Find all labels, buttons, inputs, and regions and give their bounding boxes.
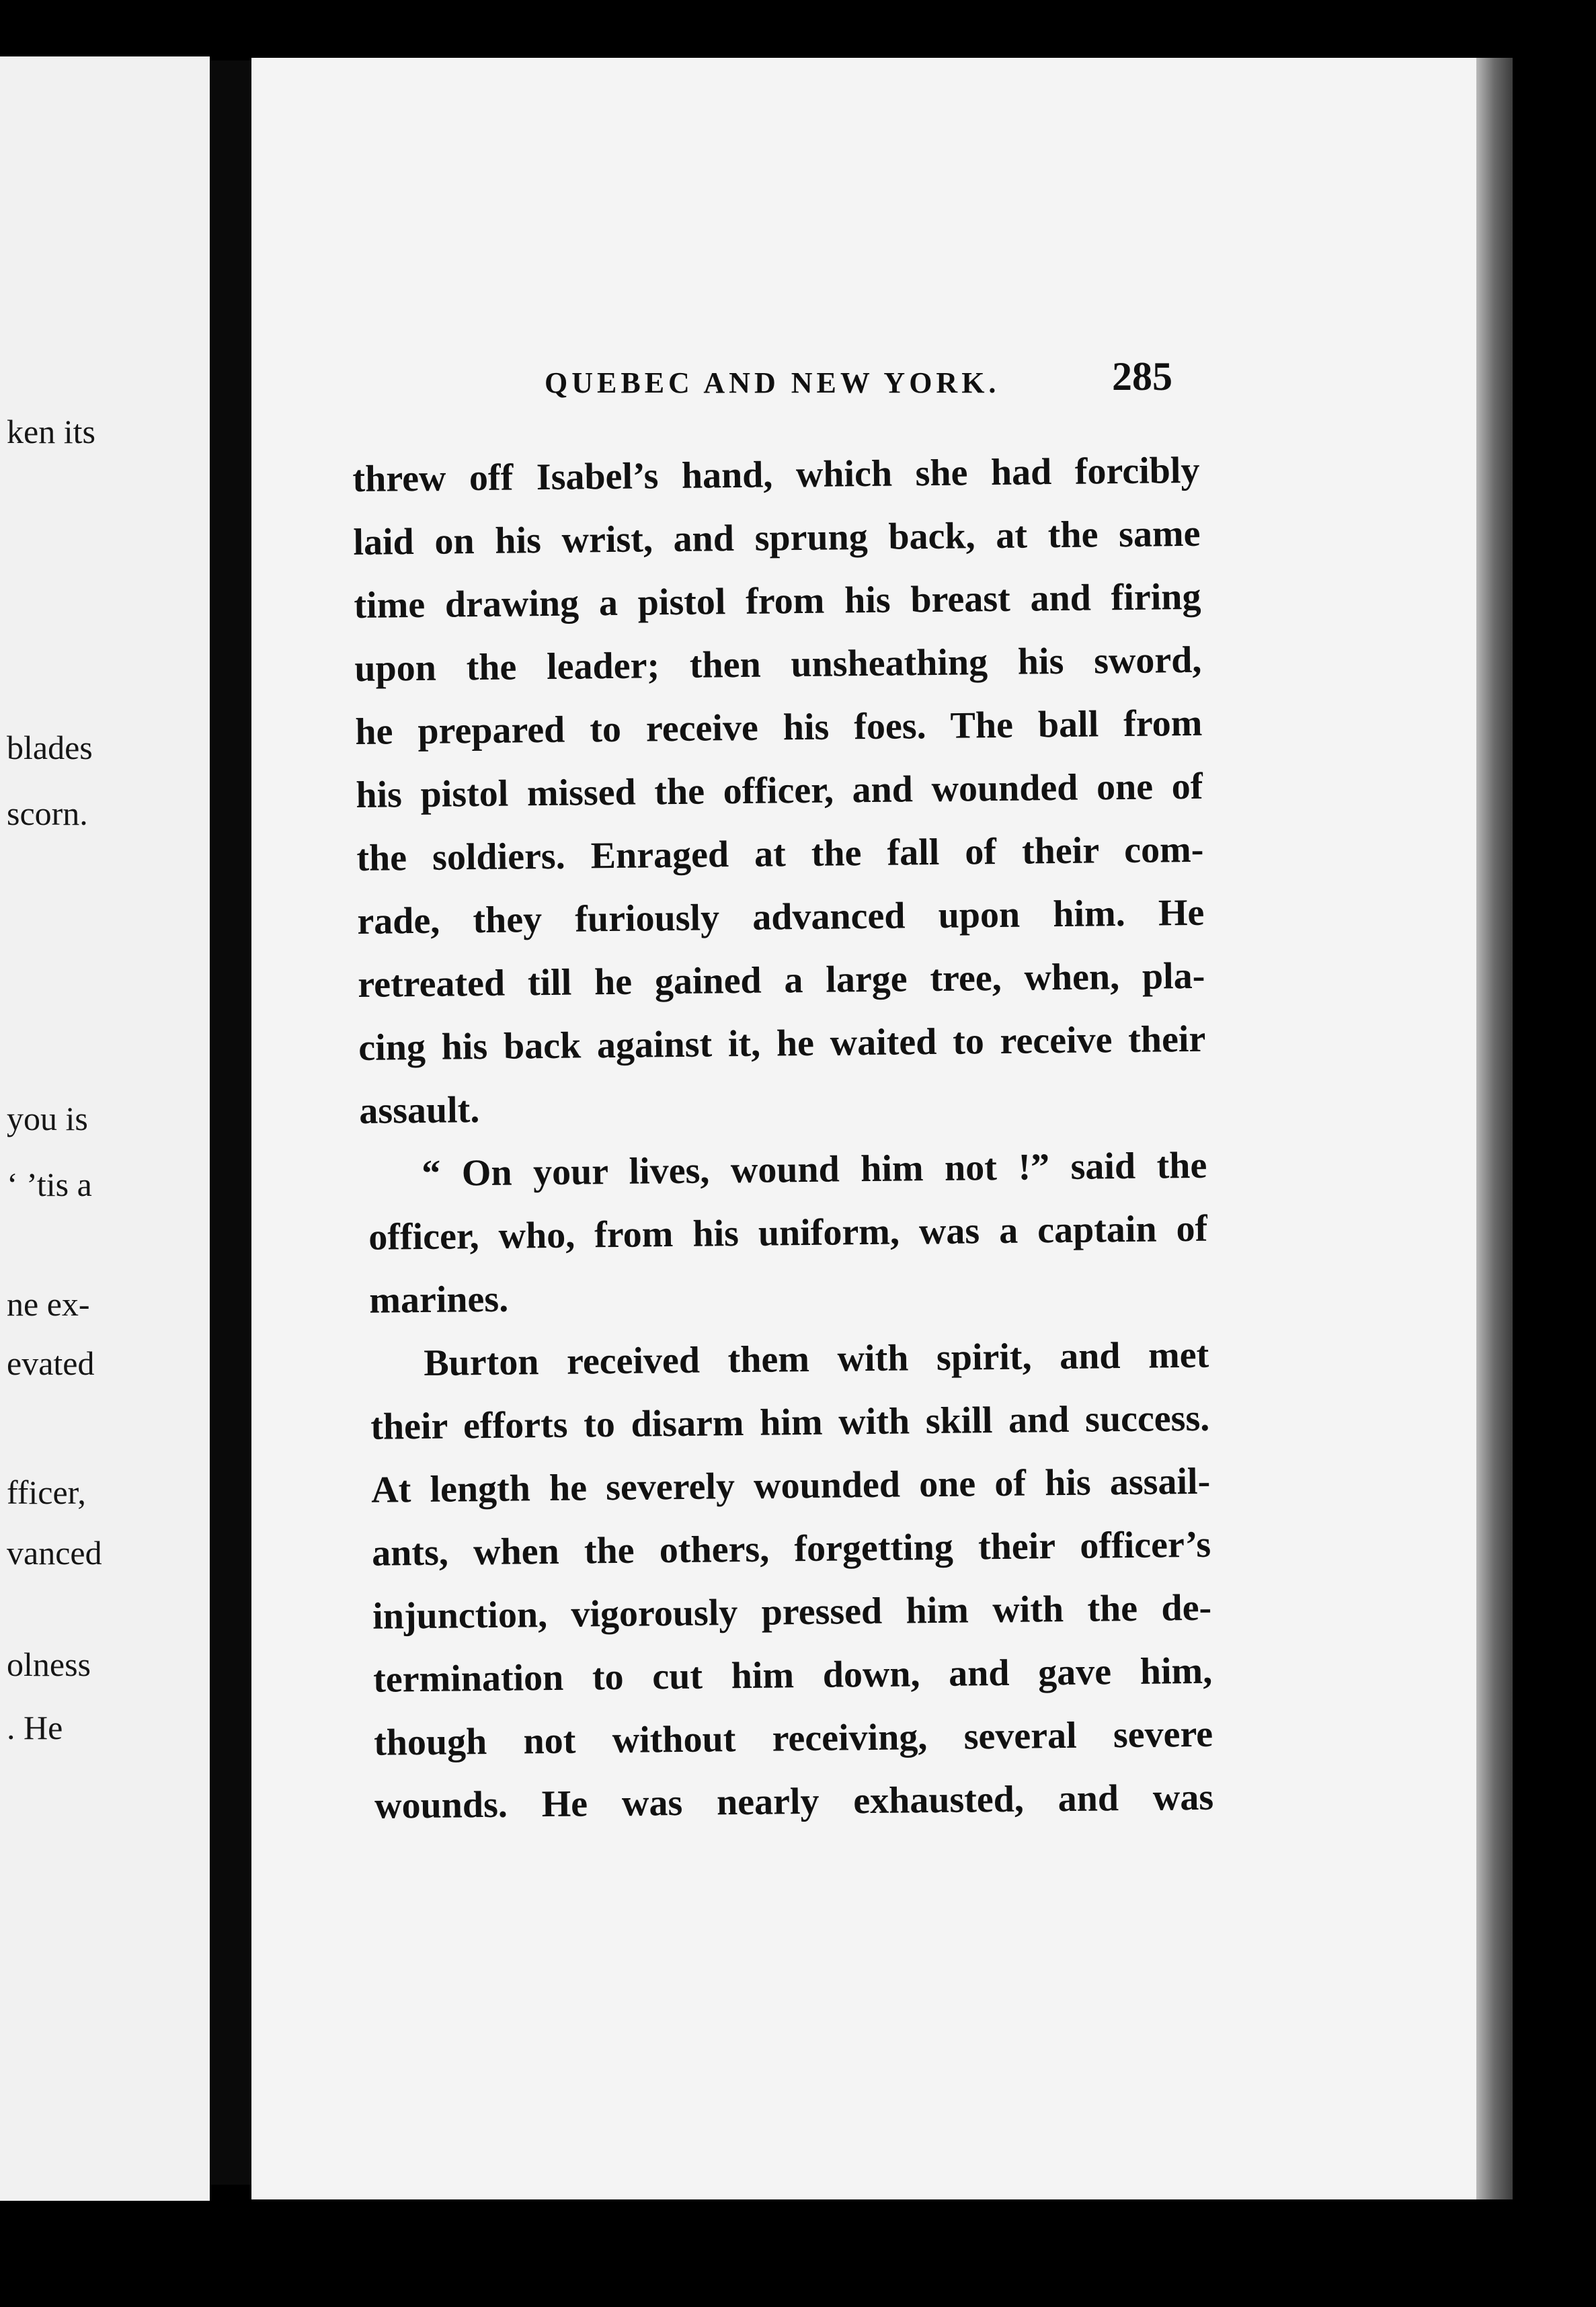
text-line: upon the leader; then unsheathing his sword,	[354, 639, 1202, 690]
left-page-fragment: ken its	[7, 413, 95, 450]
left-page-fragment: evated	[7, 1344, 95, 1382]
page-number: 285	[1112, 354, 1172, 399]
text-line: injunction, vigorously pressed him with the de-	[372, 1586, 1212, 1637]
text-line: time drawing a pistol from his breast and firing	[354, 575, 1201, 626]
text-line: rade, they furiously advanced upon him. He	[357, 891, 1205, 942]
left-page-fragment: fficer,	[7, 1473, 86, 1511]
text-line: cing his back against it, he waited to receive their	[358, 1018, 1206, 1069]
text-line: their efforts to disarm him with skill and success.	[370, 1397, 1210, 1448]
left-page-fragment: scorn.	[7, 795, 88, 832]
text-line: “ On your lives, wound him not !” said the	[421, 1144, 1207, 1195]
left-page-fragment: vanced	[7, 1534, 102, 1572]
text-line: termination to cut him down, and gave him,	[372, 1650, 1213, 1701]
text-line: he prepared to receive his foes. The ball from	[355, 702, 1203, 753]
text-line: retreated till he gained a large tree, when, pla-	[358, 955, 1205, 1006]
text-line: the soldiers. Enraged at the fall of their com-	[356, 828, 1204, 879]
left-page-fragment: olness	[7, 1646, 91, 1683]
text-line: Burton received them with spirit, and met	[423, 1334, 1209, 1384]
text-line: officer, who, from his uniform, was a captain of	[368, 1207, 1208, 1258]
text-line: assault.	[359, 1089, 480, 1132]
text-line: At length he severely wounded one of his assail-	[370, 1460, 1211, 1511]
left-page	[0, 56, 210, 2201]
text-line: wounds. He was nearly exhausted, and was	[374, 1776, 1214, 1827]
text-line: ants, when the others, forgetting their officer’s	[371, 1523, 1211, 1574]
left-page-fragment: . He	[7, 1709, 63, 1746]
page-edge	[1476, 58, 1513, 2199]
text-line: laid on his wrist, and sprung back, at the same	[353, 512, 1201, 563]
running-head: QUEBEC AND NEW YORK.	[545, 366, 1000, 399]
text-line: marines.	[368, 1278, 509, 1322]
text-line: threw off Isabel’s hand, which she had forcibly	[352, 449, 1200, 500]
text-line: his pistol missed the officer, and wounded one of	[356, 765, 1203, 816]
left-page-fragment: blades	[7, 729, 93, 766]
body-text	[352, 439, 1214, 1838]
left-page-fragment: ‘ ’tis a	[7, 1166, 92, 1203]
text-line: though not without receiving, several severe	[373, 1713, 1213, 1764]
left-page-fragment: you is	[7, 1100, 88, 1137]
left-page-fragment: ne ex-	[7, 1285, 90, 1323]
book-gutter	[210, 60, 251, 2185]
right-page	[251, 58, 1513, 2199]
